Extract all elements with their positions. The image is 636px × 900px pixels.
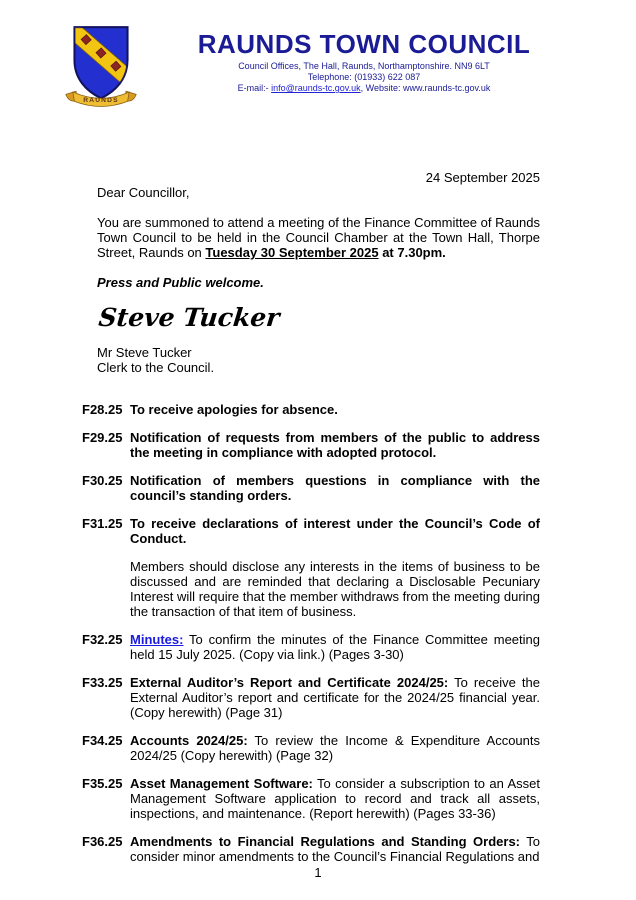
agenda-body: To confirm the minutes of the Finance Committee meeting held 15 July 2025. (Copy via link.) (Pages 3-30) bbox=[130, 632, 540, 662]
agenda-heading: To receive apologies for absence. bbox=[130, 402, 338, 417]
clerk-signature: Steve Tucker bbox=[97, 303, 282, 332]
website-text: , Website: www.raunds-tc.gov.uk bbox=[360, 83, 491, 93]
agenda-item bbox=[82, 430, 540, 460]
agenda-item bbox=[82, 675, 540, 720]
agenda-text bbox=[130, 402, 540, 417]
agenda-ref: F34.25 bbox=[82, 733, 123, 748]
agenda-item bbox=[82, 473, 540, 503]
agenda-text bbox=[130, 430, 540, 460]
agenda-text bbox=[130, 733, 540, 763]
agenda-text bbox=[130, 834, 540, 864]
email-prefix: E-mail:- bbox=[237, 83, 272, 93]
agenda-body: To receive the External Auditor’s report and certificate for the 2024/25 financial year. (Copy herewith) (Page 31) bbox=[130, 675, 540, 720]
signatory-name: Mr Steve Tucker bbox=[97, 345, 192, 360]
agenda-heading: Accounts 2024/25: bbox=[130, 733, 248, 748]
agenda-item bbox=[82, 632, 540, 662]
address-line: Council Offices, The Hall, Raunds, Northamptonshire. NN9 6LT bbox=[238, 61, 490, 71]
agenda-heading: Notification of requests from members of the public to address the meeting in compliance with adopted protocol. bbox=[130, 430, 540, 460]
agenda-ref: F28.25 bbox=[82, 402, 123, 417]
agenda-text bbox=[130, 632, 540, 662]
email-link[interactable]: info@raunds-tc.gov.uk bbox=[271, 83, 361, 93]
council-title: RAUNDS TOWN COUNCIL bbox=[197, 29, 531, 59]
agenda-body: To consider a subscription to an Asset Management Software application to record and track all assets, inspections, and maintenance. (Report herewith) (Pages 33-36) bbox=[130, 776, 540, 821]
summons-text: You are summoned to attend a meeting of the Finance Committee of Raunds Town Council to be held in the Council Chamber at the Town Hall, Thorpe Street, Raunds on bbox=[97, 215, 540, 260]
agenda-item bbox=[82, 776, 540, 821]
agenda-heading: Asset Management Software: bbox=[130, 776, 313, 791]
minutes-link[interactable]: Minutes: bbox=[130, 632, 184, 647]
agenda-body: To consider minor amendments to the Council’s Financial Regulations and bbox=[130, 834, 540, 864]
agenda-list bbox=[0, 402, 636, 864]
agenda-body: To review the Income & Expenditure Accounts 2024/25 (Copy herewith) (Page 32) bbox=[130, 733, 540, 763]
summons-paragraph bbox=[97, 215, 540, 260]
agenda-text bbox=[130, 516, 540, 619]
page-number: 1 bbox=[314, 865, 322, 880]
letterhead bbox=[0, 0, 636, 110]
agenda-text bbox=[130, 473, 540, 503]
signatory-block bbox=[97, 345, 540, 375]
agenda-ref: F33.25 bbox=[82, 675, 123, 690]
salutation: Dear Councillor, bbox=[97, 185, 190, 200]
agenda-item bbox=[82, 834, 540, 864]
email-line bbox=[146, 83, 582, 94]
agenda-heading: To receive declarations of interest under the Council’s Code of Conduct. bbox=[130, 516, 540, 546]
contact-block bbox=[146, 61, 582, 94]
masthead bbox=[146, 24, 596, 110]
agenda-ref: F30.25 bbox=[82, 473, 123, 488]
agenda-ref: F31.25 bbox=[82, 516, 123, 531]
agenda-item bbox=[82, 402, 540, 417]
agenda-heading: Amendments to Financial Regulations and Standing Orders: bbox=[130, 834, 520, 849]
meeting-time-text: at 7.30pm. bbox=[378, 245, 446, 260]
letter-date: 24 September 2025 bbox=[425, 170, 540, 185]
logo-banner-text: RAUNDS bbox=[83, 97, 119, 105]
agenda-heading: External Auditor’s Report and Certificate 2024/25: bbox=[130, 675, 449, 690]
meeting-date-text: Tuesday 30 September 2025 bbox=[205, 245, 379, 260]
telephone-line: Telephone: (01933) 622 087 bbox=[307, 72, 421, 82]
agenda-ref: F35.25 bbox=[82, 776, 123, 791]
agenda-note: Members should disclose any interests in the items of business to be discussed and are reminded that declaring a Disclosable Pecuniary Interest will require that the member withdraws from the meeting during the transaction of that item of business. bbox=[130, 559, 540, 619]
agenda-text bbox=[130, 675, 540, 720]
council-crest-logo bbox=[60, 24, 146, 110]
press-public-notice: Press and Public welcome. bbox=[97, 275, 264, 290]
letter-body bbox=[0, 170, 636, 375]
agenda-ref: F32.25 bbox=[82, 632, 123, 647]
agenda-ref: F36.25 bbox=[82, 834, 123, 849]
agenda-heading: Notification of members questions in compliance with the council’s standing orders. bbox=[130, 473, 540, 503]
agenda-item bbox=[82, 516, 540, 619]
agenda-text bbox=[130, 776, 540, 821]
signatory-role: Clerk to the Council. bbox=[97, 360, 215, 375]
agenda-ref: F29.25 bbox=[82, 430, 123, 445]
shield-crest-icon bbox=[60, 24, 142, 110]
agenda-item bbox=[82, 733, 540, 763]
